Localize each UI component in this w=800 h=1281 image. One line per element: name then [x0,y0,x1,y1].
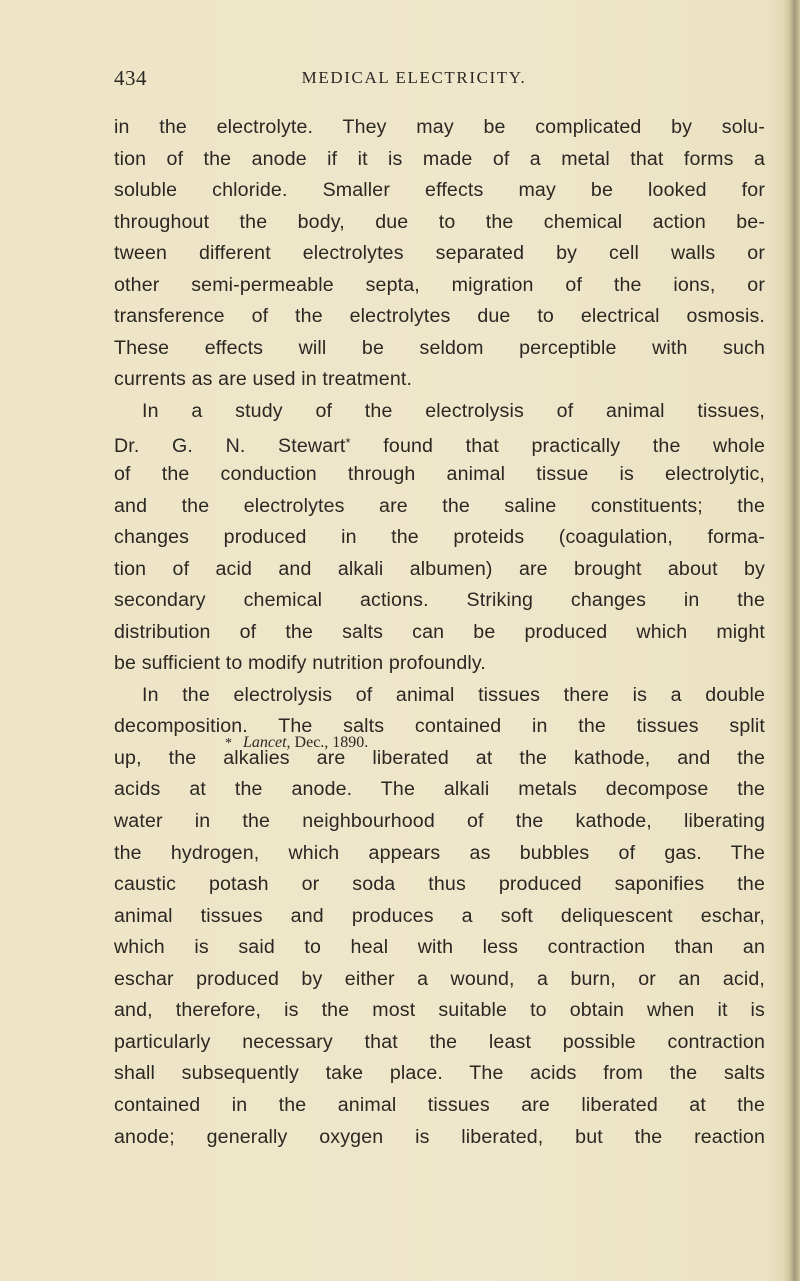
text-line: the hydrogen, which appears as bubbles of gas. The [114,841,765,864]
text-line: secondary chemical actions. Striking changes in the [114,589,765,612]
text-line: throughout the body, due to the chemical action be- [114,210,765,233]
text-line: changes produced in the proteids (coagulation, forma- [114,526,765,549]
footnote-reference: * [345,435,351,451]
text-line: animal tissues and produces a soft deliquescent eschar, [114,904,765,927]
paragraph-end-line: currents as are used in treatment. [114,368,413,391]
running-title: MEDICAL ELECTRICITY. [301,68,527,87]
text-line: and, therefore, is the most suitable to obtain when it is [114,999,765,1022]
body-text [114,112,765,1153]
text-line: acids at the anode. The alkali metals decompose the [114,778,765,801]
text-line: of the conduction through animal tissue is electrolytic, [114,463,765,486]
text-line: which is said to heal with less contraction than an [114,936,765,959]
footnote-source: Lancet, [243,734,291,751]
text-fragment: Dr. G. N. Stewart [114,435,346,458]
footnote-date: Dec., 1890. [294,734,369,751]
text-line: water in the neighbourhood of the kathode, liberating [114,810,765,833]
text-line: shall subsequently take place. The acids from the salts [114,1062,765,1085]
page-number: 434 [114,66,147,90]
text-line: up, the alkalies are liberated at the kathode, and the [114,746,765,769]
paragraph-start-line: In the electrolysis of animal tissues there is a double [142,683,765,706]
text-line: tion of acid and alkali albumen) are brought about by [114,557,765,580]
text-line: particularly necessary that the least possible contraction [114,1030,765,1053]
running-header [114,66,769,94]
text-line: tween different electrolytes separated by cell walls or [114,242,765,265]
paragraph-start-line: In a study of the electrolysis of animal tissues, [142,399,765,422]
text-line: in the electrolyte. They may be complicated by solu- [114,116,765,138]
text-line: transference of the electrolytes due to electrical osmosis. [114,305,765,328]
text-line: decomposition. The salts contained in the tissues split [114,715,765,738]
text-line: These effects will be seldom perceptible with such [114,336,765,359]
text-line: caustic potash or soda thus produced saponifies the [114,873,765,896]
text-line: contained in the animal tissues are liberated at the [114,1093,765,1116]
text-line: soluble chloride. Smaller effects may be looked for [114,179,765,202]
text-line: and the electrolytes are the saline constituents; the [114,494,765,517]
page-edge-shadow [782,0,800,1281]
footnote [225,734,368,752]
paragraph-end-line: be sufficient to modify nutrition profoundly. [114,652,486,675]
text-line: anode; generally oxygen is liberated, but the reaction [114,1125,765,1148]
text-line: other semi-permeable septa, migration of the ions, or [114,273,765,296]
footnote-mark: * [225,736,232,751]
text-line-with-reference [114,427,765,459]
text-fragment: found that practically the whole [350,435,765,458]
text-line: tion of the anode if it is made of a metal that forms a [114,147,765,170]
text-line: distribution of the salts can be produced which might [114,620,765,643]
text-line: eschar produced by either a wound, a burn, or an acid, [114,967,765,990]
